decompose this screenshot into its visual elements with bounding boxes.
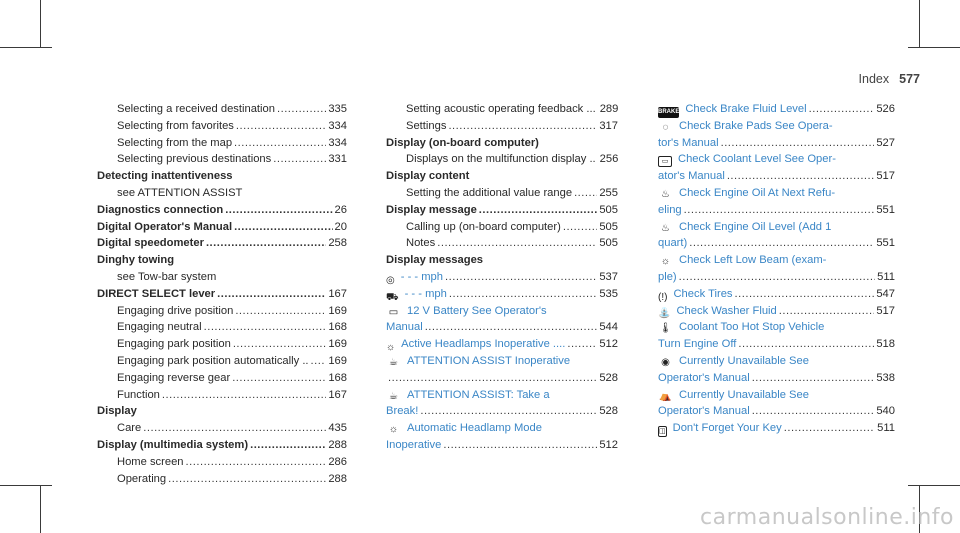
leader-dots (217, 286, 326, 303)
leader-dots (420, 403, 597, 420)
index-column-3 (658, 101, 895, 437)
entry-text: Diagnostics connection (97, 203, 224, 216)
index-entry (97, 387, 347, 404)
leader-dots (445, 269, 597, 286)
entry-text: Check Washer Fluid (676, 304, 777, 317)
index-heading-entry (97, 219, 347, 236)
warning-icon: ☼ (388, 424, 399, 436)
entry-text: Active Headlamps Inoperative .... (401, 338, 566, 351)
warning-icon: ⛟ (386, 291, 399, 303)
index-entry[interactable] (658, 370, 895, 387)
entry-text: ATTENTION ASSIST: Take a (407, 388, 550, 401)
leader-dots (234, 135, 326, 152)
index-entry (97, 151, 347, 168)
index-entry (386, 118, 618, 135)
entry-text: Automatic Headlamp Mode (407, 422, 542, 435)
leader-dots (235, 303, 326, 320)
entry-text: - - - mph (400, 270, 443, 283)
message-entry[interactable] (386, 303, 618, 320)
index-entry[interactable] (386, 403, 618, 420)
page-ref[interactable]: 527 (876, 136, 895, 149)
page-ref[interactable]: 512 (599, 338, 618, 351)
page-ref: 505 (599, 237, 618, 250)
index-heading-entry (97, 286, 347, 303)
page-ref: 288 (328, 472, 347, 485)
page-ref[interactable]: 511 (877, 270, 895, 283)
index-entry (386, 151, 618, 168)
entry-text: Currently Unavailable See (679, 354, 809, 367)
entry-text: Engaging neutral (117, 321, 202, 334)
entry-text: Manual (386, 321, 423, 334)
leader-dots (479, 202, 598, 219)
entry-text: ATTENTION ASSIST Inoperative (407, 354, 571, 367)
message-entry[interactable] (658, 353, 895, 370)
entry-text: Setting the additional value range (406, 186, 573, 199)
entry-text: Operating (117, 472, 167, 485)
entry-text: quart) (658, 237, 688, 250)
index-entry (97, 370, 347, 387)
leader-dots (250, 437, 326, 454)
header-label: Index (858, 72, 890, 86)
entry-text: DIRECT SELECT lever (97, 287, 216, 300)
message-entry[interactable] (658, 151, 895, 168)
page-ref: 331 (328, 153, 347, 166)
index-entry[interactable] (386, 319, 618, 336)
index-column-2 (386, 101, 618, 454)
leader-dots (574, 185, 597, 202)
crop-mark (0, 485, 52, 486)
see-reference: see ATTENTION ASSIST (117, 186, 243, 199)
page-header (859, 72, 920, 86)
entry-text: Digital speedometer (97, 237, 204, 250)
leader-dots (311, 353, 327, 370)
index-entry (386, 219, 618, 236)
leader-dots (425, 319, 598, 336)
entry-text: Engaging park position (117, 338, 231, 351)
message-entry[interactable] (386, 387, 618, 404)
entry-text: Check Brake Fluid Level (685, 103, 807, 115)
leader-dots (234, 219, 332, 236)
page-ref[interactable]: 528 (599, 405, 618, 418)
warning-icon: ♨ (661, 222, 670, 234)
page-ref: 288 (328, 438, 347, 451)
warning-icon: ◎ (386, 274, 395, 286)
leader-dots (204, 319, 327, 336)
entry-text: Check Engine Oil At Next Refu- (679, 186, 836, 199)
page-ref: 168 (328, 371, 347, 384)
index-entry[interactable] (658, 135, 895, 152)
index-entry (97, 303, 347, 320)
entry-text: ator's Manual (658, 170, 725, 183)
leader-dots (721, 135, 875, 152)
warning-icon: ▭ (388, 306, 399, 318)
page-ref: 20 (334, 220, 347, 233)
page-ref: 169 (328, 338, 347, 351)
leader-dots (752, 370, 875, 387)
message-entry[interactable] (658, 387, 895, 404)
page-ref: 286 (328, 455, 347, 468)
warning-icon: ♨ (661, 188, 670, 200)
index-entry[interactable] (386, 370, 618, 387)
index-entry[interactable] (658, 202, 895, 219)
see-reference: see Tow-bar system (117, 270, 217, 283)
page-ref[interactable]: 528 (599, 371, 618, 384)
index-entry[interactable] (658, 269, 895, 286)
leader-dots (388, 370, 597, 387)
index-heading-entry (97, 437, 347, 454)
index-entry[interactable] (386, 269, 618, 286)
leader-dots (225, 202, 332, 219)
index-entry[interactable] (386, 286, 618, 303)
warning-icon: ☕ (389, 356, 398, 368)
entry-text: Settings (406, 119, 447, 132)
index-entry (97, 101, 347, 118)
entry-text: tor's Manual (658, 136, 719, 149)
leader-dots (232, 370, 326, 387)
index-entry (97, 319, 347, 336)
message-entry[interactable] (386, 353, 618, 370)
entry-text: Selecting previous destinations (117, 153, 272, 166)
watermark: carmanualsonline.info (700, 505, 954, 530)
index-entry[interactable] (658, 168, 895, 185)
page-ref: 167 (328, 287, 347, 300)
leader-dots (738, 336, 874, 353)
index-entry (386, 185, 618, 202)
entry-text: Home screen (117, 455, 184, 468)
index-heading-entry (97, 202, 347, 219)
page-ref[interactable]: 535 (599, 287, 618, 300)
entry-text: Selecting from the map (117, 136, 233, 149)
page-ref: 335 (328, 103, 347, 115)
leader-dots (236, 118, 326, 135)
leader-dots (273, 151, 326, 168)
warning-icon: (!) (658, 291, 668, 303)
crop-mark (919, 0, 920, 48)
page-ref[interactable]: 540 (876, 405, 895, 418)
leader-dots (449, 286, 597, 303)
entry-text: Check Coolant Level See Oper- (678, 153, 836, 166)
index-entry (97, 420, 347, 437)
index-entry (97, 336, 347, 353)
leader-dots (186, 454, 327, 471)
leader-dots (168, 471, 326, 488)
index-entry (386, 101, 618, 118)
entry-text: Display (multimedia system) (97, 438, 249, 451)
crop-mark (908, 485, 960, 486)
index-entry[interactable] (658, 303, 895, 320)
warning-icon: ◉ (661, 356, 670, 368)
entry-text: Inoperative (386, 438, 442, 451)
entry-text: Displays on the multifunction display .. (406, 153, 596, 166)
index-entry[interactable] (386, 336, 618, 353)
leader-dots (779, 303, 875, 320)
warning-icon: ◫ (659, 427, 666, 435)
warning-icon: ⛺ (659, 390, 672, 402)
entry-text: Operator's Manual (658, 371, 750, 384)
index-entry[interactable] (658, 286, 895, 303)
page-ref: 435 (328, 422, 347, 435)
entry-text: Selecting a received destination (117, 103, 275, 115)
page-ref[interactable]: 518 (876, 338, 895, 351)
crop-mark (908, 47, 960, 48)
leader-dots (277, 101, 326, 118)
entry-text: Setting acoustic operating feedback ... (406, 103, 596, 115)
index-entry (97, 135, 347, 152)
crop-mark (0, 47, 52, 48)
entry-text: Engaging park position automatically .. (117, 354, 309, 367)
entry-text: Check Tires (673, 287, 733, 300)
entry-text: ple) (658, 270, 677, 283)
entry-text: Selecting from favorites (117, 119, 234, 132)
index-entry[interactable] (658, 101, 895, 118)
crop-mark (40, 485, 41, 533)
index-heading: Display messages (386, 254, 484, 267)
leader-dots (689, 235, 874, 252)
page-ref: 26 (334, 203, 347, 216)
entry-text: Turn Engine Off (658, 338, 737, 351)
index-entry[interactable] (658, 420, 895, 437)
page-ref: 334 (328, 119, 347, 132)
page-ref: 167 (328, 388, 347, 401)
page-ref: 505 (599, 203, 618, 216)
page-ref[interactable]: 538 (876, 371, 895, 384)
message-entry[interactable] (658, 252, 895, 269)
entry-text: 12 V Battery See Operator's (407, 304, 547, 317)
entry-text: Care (117, 422, 142, 435)
entry-text: Digital Operator's Manual (97, 220, 233, 233)
index-entry (97, 471, 347, 488)
page-ref: 169 (328, 354, 347, 367)
page-ref[interactable]: 511 (877, 422, 895, 435)
warning-icon: ☼ (386, 341, 396, 353)
index-entry (386, 235, 618, 252)
entry-text: Currently Unavailable See (679, 388, 809, 401)
leader-dots (143, 420, 326, 437)
index-heading: Display (on-board computer) (386, 136, 539, 149)
page-ref[interactable]: 537 (599, 270, 618, 283)
page-ref[interactable]: 551 (876, 203, 895, 216)
leader-dots (162, 387, 326, 404)
entry-text: Don't Forget Your Key (672, 422, 782, 435)
page-ref[interactable]: 551 (876, 237, 895, 250)
index-heading: Dinghy towing (97, 254, 175, 267)
leader-dots (233, 336, 327, 353)
warning-icon: ⛲ (658, 308, 671, 320)
index-entry[interactable] (658, 336, 895, 353)
leader-dots (448, 118, 597, 135)
warning-icon: 🌡 (659, 323, 672, 335)
entry-text: Function (117, 388, 160, 401)
entry-text: Display message (386, 203, 477, 216)
leader-dots (567, 336, 597, 353)
leader-dots (752, 403, 875, 420)
leader-dots (727, 168, 875, 185)
crop-mark (40, 0, 41, 48)
warning-icon: ▭ (658, 156, 672, 167)
index-heading-entry (97, 235, 347, 252)
page-ref[interactable]: 544 (599, 321, 618, 334)
leader-dots (684, 202, 875, 219)
index-entry[interactable] (658, 403, 895, 420)
leader-dots (563, 219, 597, 236)
leader-dots (679, 269, 876, 286)
leader-dots (206, 235, 326, 252)
warning-icon: BRAKE (658, 107, 679, 118)
page-ref: 168 (328, 321, 347, 334)
page-ref: 505 (599, 220, 618, 233)
entry-text: Engaging reverse gear (117, 371, 231, 384)
entry-text: Break! (386, 405, 419, 418)
index-heading-entry (386, 202, 618, 219)
index-entry (97, 118, 347, 135)
message-entry[interactable] (658, 219, 895, 236)
page-ref: 258 (328, 237, 347, 250)
warning-icon: ☕ (389, 390, 398, 402)
page-number: 577 (899, 72, 920, 86)
entry-text: Coolant Too Hot Stop Vehicle (679, 321, 825, 334)
index-entry (97, 353, 347, 370)
leader-dots (437, 235, 597, 252)
entry-text: Operator's Manual (658, 405, 750, 418)
index-heading: Detecting inattentiveness (97, 170, 233, 183)
entry-text: - - - mph (404, 287, 447, 300)
page-ref: 334 (328, 136, 347, 149)
entry-text: Notes (406, 237, 436, 250)
entry-text: Engaging drive position (117, 304, 234, 317)
index-entry (97, 454, 347, 471)
page-ref: 255 (599, 186, 618, 199)
message-entry[interactable] (658, 118, 895, 135)
entry-text: Calling up (on-board computer) (406, 220, 561, 233)
page-ref[interactable]: 547 (876, 287, 895, 300)
leader-dots (443, 437, 597, 454)
index-entry[interactable] (658, 235, 895, 252)
message-entry[interactable] (386, 420, 618, 437)
page-ref[interactable]: 512 (599, 438, 618, 451)
entry-text: eling (658, 203, 682, 216)
page-ref: 317 (599, 119, 618, 132)
index-column-1 (97, 101, 347, 487)
leader-dots (809, 101, 875, 118)
leader-dots (735, 286, 875, 303)
leader-dots (784, 420, 875, 437)
page-ref: 169 (328, 304, 347, 317)
page-ref: 289 (599, 103, 619, 115)
index-heading: Display (97, 405, 137, 418)
entry-text: Check Brake Pads See Opera- (679, 119, 833, 132)
index-heading: Display content (386, 170, 470, 183)
message-entry[interactable] (658, 185, 895, 202)
page-ref[interactable]: 517 (876, 304, 895, 317)
page-ref: 256 (599, 153, 619, 166)
message-entry[interactable] (658, 319, 895, 336)
index-entry[interactable] (386, 437, 618, 454)
warning-icon: ☼ (660, 256, 671, 268)
entry-text: Check Engine Oil Level (Add 1 (679, 220, 832, 233)
warning-icon: ◌ (662, 121, 669, 133)
page-ref[interactable]: 526 (876, 103, 895, 115)
page-ref[interactable]: 517 (876, 170, 895, 183)
entry-text: Check Left Low Beam (exam- (679, 254, 827, 267)
